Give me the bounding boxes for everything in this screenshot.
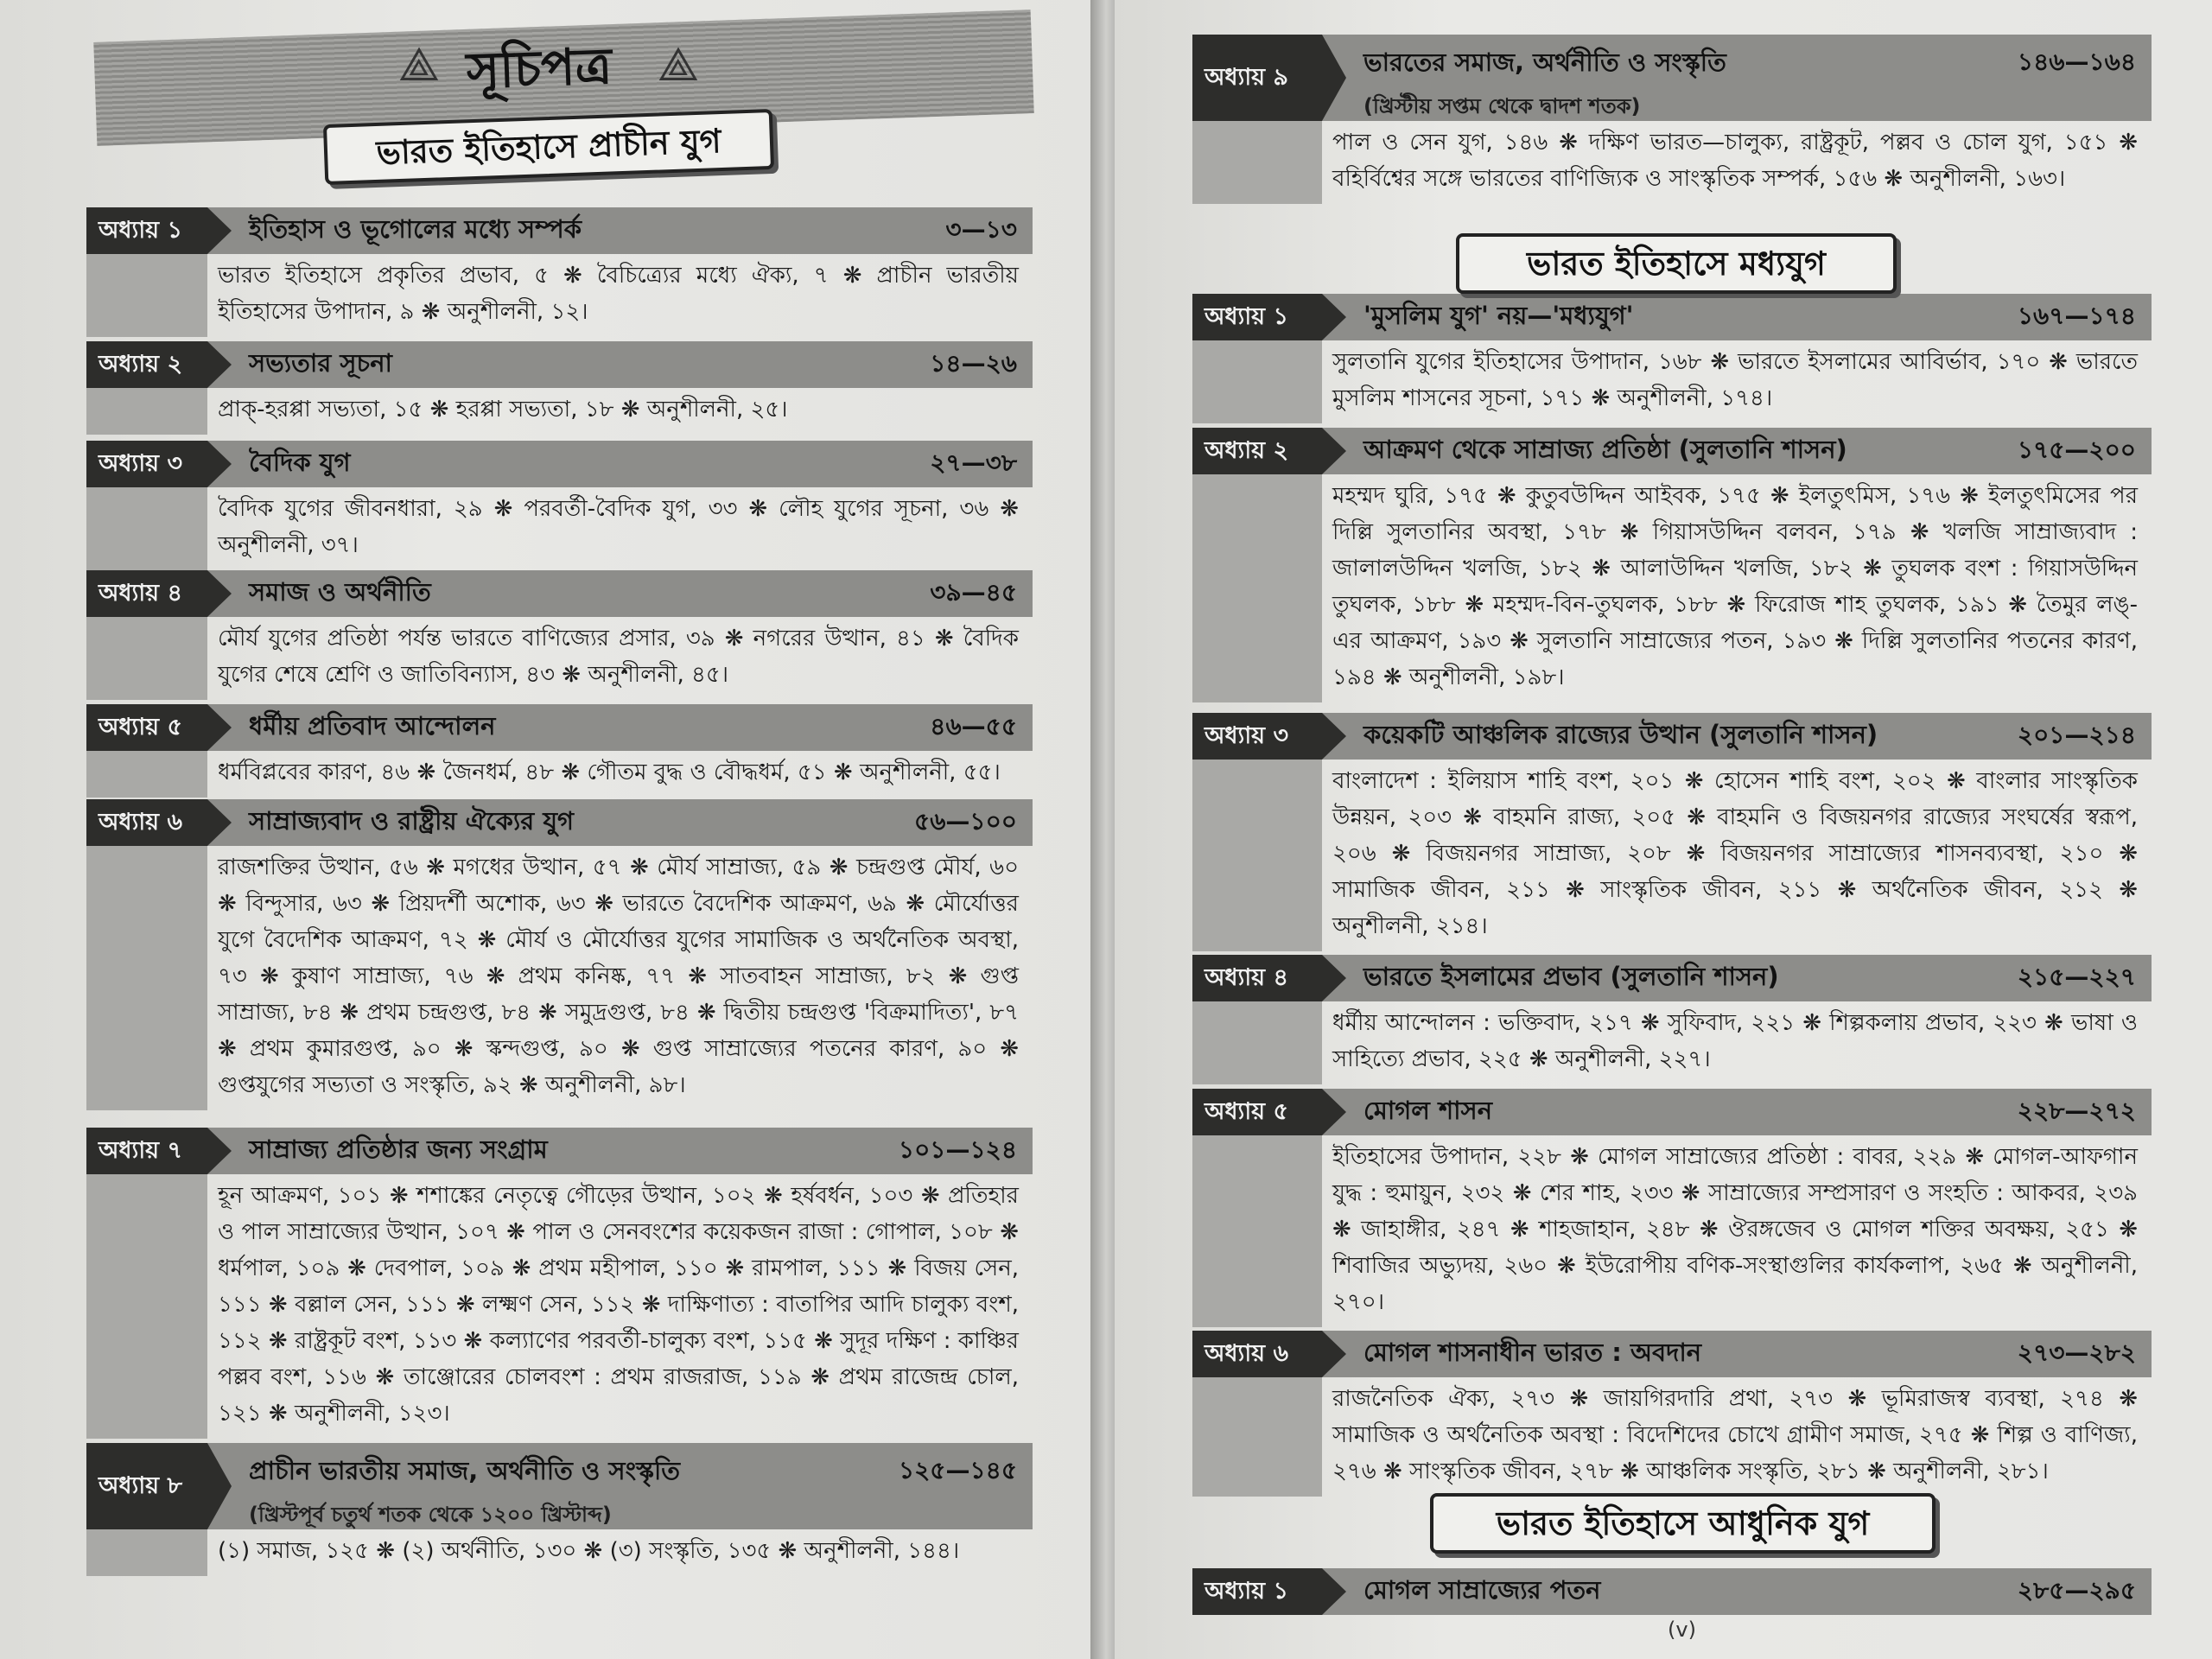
chapter-page-range: ২৭—৩৮ [930,448,1017,477]
chapter-page-range: ৩৯—৪৫ [930,577,1017,607]
chapter-title: কয়েকটি আঞ্চলিক রাজ্যের উত্থান (সুলতানি শাসন) [1363,719,1878,749]
era-heading-modern: ভারত ইতিহাসে আধুনিক যুগ [1430,1493,1936,1554]
chapter-title-bar [207,441,1033,487]
chapter-header [86,441,1033,487]
chapter-page-range: ৩—১৩ [945,214,1017,244]
chapter-number: অধ্যায় ২ [1192,428,1322,474]
chapter-number: অধ্যায় ৩ [86,441,207,487]
chapter-title: প্রাচীন ভারতীয় সমাজ, অর্থনীতি ও সংস্কৃতি [249,1456,681,1485]
chapter-number: অধ্যায় ৮ [86,1443,207,1529]
chapter-entry[interactable] [86,570,1033,700]
chapter-topics: ইতিহাসের উপাদান, ২২৮ ❋ মোগল সাম্রাজ্যের প্রতিষ্ঠা : বাবর, ২২৯ ❋ মোগল-আফগান যুদ্ধ : হুমায়ুন, ২৩২ ❋ শের শাহ, ২৩৩ ❋ সাম্রাজ্যের সম্প্রসারণ ও সংহতি : আকবর, ২৩৯ ❋ জাহাঙ্গীর, ২৪৭ ❋ শাহজাহান, ২৪৮ ❋ ঔরঙ্গজেব ও মোগল শক্তির অবক্ষয়, ২৫১ ❋ শিবাজির অভ্যুদয়, ২৬০ ❋ ইউরোপীয় বণিক-সংস্থাগুলির কার্যকলাপ, ২৬৫ ❋ অনুশীলনী, ২৭০। [1332,1144,2138,1315]
chapter-title-bar [1322,955,2152,1001]
chapter-page-range: ১০১—১২৪ [898,1135,1017,1164]
chapter-title: বৈদিক যুগ [249,447,351,477]
chapter-page-range: ২৭৩—২৮২ [2017,1338,2136,1367]
chapter-side-strip [86,751,207,798]
chapter-page-range: ২৮৫—২৯৫ [2017,1575,2136,1605]
chapter-entry[interactable] [86,1128,1033,1439]
chapter-title-bar [207,1443,1033,1529]
chapter-title: সাম্রাজ্যবাদ ও রাষ্ট্রীয় ঐক্যের যুগ [249,805,575,836]
chapter-entry[interactable] [86,799,1033,1110]
chapter-title: আক্রমণ থেকে সাম্রাজ্য প্রতিষ্ঠা (সুলতানি শাসন) [1363,434,1847,464]
chapter-entry[interactable] [1192,1331,2152,1497]
chapter-title: মোগল শাসনাধীন ভারত : অবদান [1363,1337,1702,1367]
chapter-header [86,570,1033,617]
chapter-side-strip [1192,760,1322,951]
chapter-topics: মৌর্য যুগের প্রতিষ্ঠা পর্যন্ত ভারতে বাণিজ্যের প্রসার, ৩৯ ❋ নগরের উত্থান, ৪১ ❋ বৈদিক যুগের শেষে শ্রেণি ও জাতিবিন্যাস, ৪৩ ❋ অনুশীলনী, ৪৫। [218,626,1019,688]
chapter-title: মোগল সাম্রাজ্যের পতন [1363,1574,1601,1605]
chapter-header [1192,1568,2152,1615]
chapter-title-bar [1322,1568,2152,1615]
chapter-side-strip [86,1174,207,1439]
chapter-title: 'মুসলিম যুগ' নয়—'মধ্যযুগ' [1363,300,1634,330]
chapter-header [86,1128,1033,1174]
chapter-side-strip [1192,1001,1322,1084]
chapter-page-range: ১২৫—১৪৫ [898,1456,1017,1484]
chapter-entry[interactable] [86,704,1033,798]
chapter-side-strip [1192,1377,1322,1497]
chapter-page-range: ৫৬—১০০ [914,806,1017,836]
chapter-number: অধ্যায় ৫ [86,704,207,751]
chapter-page-range: ১৭৫—২০০ [2017,435,2136,464]
chapter-title-bar [207,1128,1033,1174]
chapter-title-bar [207,799,1033,846]
era-heading-ancient: ভারত ইতিহাসে প্রাচীন যুগ [323,109,774,185]
chapter-page-range: ২২৮—২৭২ [2017,1096,2136,1125]
chapter-entry[interactable] [86,441,1033,570]
chapter-title-bar [207,341,1033,388]
chapter-side-strip [86,846,207,1110]
chapter-title: সমাজ ও অর্থনীতি [249,576,431,607]
chapter-header [1192,428,2152,474]
chapter-number: অধ্যায় ১ [86,207,207,254]
chapter-topics: মহম্মদ ঘুরি, ১৭৫ ❋ কুতুবউদ্দিন আইবক, ১৭৫ ❋ ইলতুৎমিস, ১৭৬ ❋ ইলতুৎমিসের পর দিল্লি সুলতানির অবস্থা, ১৭৮ ❋ গিয়াসউদ্দিন বলবন, ১৭৯ ❋ খলজি সাম্রাজ্যবাদ : জালালউদ্দিন খলজি, ১৮২ ❋ আলাউদ্দিন খলজি, ১৮২ ❋ তুঘলক বংশ : গিয়াসউদ্দিন তুঘলক, ১৮৮ ❋ মহম্মদ-বিন-তুঘলক, ১৮৮ ❋ ফিরোজ শাহ তুঘলক, ১৯১ ❋ তৈমুর লঙ্-এর আক্রমণ, ১৯৩ ❋ সুলতানি সাম্রাজ্যের পতন, ১৯৩ ❋ দিল্লি সুলতানির পতনের কারণ, ১৯৪ ❋ অনুশীলনী, ১৯৮। [1332,483,2138,690]
chapter-topics: ধর্মবিপ্লবের কারণ, ৪৬ ❋ জৈনধর্ম, ৪৮ ❋ গৌতম বুদ্ধ ও বৌদ্ধধর্ম, ৫১ ❋ অনুশীলনী, ৫৫। [218,760,1001,785]
chapter-entry[interactable] [86,1443,1033,1576]
chapter-entry[interactable] [1192,1568,2152,1615]
chapter-subtitle: (খ্রিস্টীয় সপ্তম থেকে দ্বাদশ শতক) [1363,94,1641,118]
chapter-page-range: ৪৬—৫৫ [930,711,1017,741]
chapter-number: অধ্যায় ৩ [1192,713,1322,760]
chapter-page-range: ২০১—২১৪ [2017,720,2136,749]
chapter-side-strip [86,487,207,570]
left-page [0,0,1097,1659]
chapter-header [1192,1331,2152,1377]
chapter-title-bar [207,207,1033,254]
chapter-number: অধ্যায় ৬ [86,799,207,846]
chapter-number: অধ্যায় ৬ [1192,1331,1322,1377]
chapter-number: অধ্যায় ৪ [1192,955,1322,1001]
chapter-header [86,799,1033,846]
right-page [1115,0,2212,1659]
chapter-title-bar [1322,713,2152,760]
chapter-number: অধ্যায় ২ [86,341,207,388]
chapter-title-bar [207,570,1033,617]
chapter-side-strip [1192,474,1322,702]
chapter-title: সাম্রাজ্য প্রতিষ্ঠার জন্য সংগ্রাম [249,1134,548,1164]
chapter-header [1192,35,2152,121]
chapter-entry[interactable] [1192,1089,2152,1327]
chapter-side-strip [1192,340,1322,423]
chapter-entry[interactable] [1192,294,2152,423]
chapter-side-strip [86,617,207,700]
chapter-page-range: ১৪৬—১৬৪ [2017,48,2136,76]
chapter-header [86,704,1033,751]
chapter-title-bar [1322,35,2152,121]
chapter-title-bar [1322,428,2152,474]
chapter-page-range: ২১৫—২২৭ [2017,962,2136,991]
chapter-topics: রাজনৈতিক ঐক্য, ২৭৩ ❋ জায়গিরদারি প্রথা, ২৭৩ ❋ ভূমিরাজস্ব ব্যবস্থা, ২৭৪ ❋ সামাজিক ও অর্থনৈতিক অবস্থা : বিদেশিদের চোখে গ্রামীণ সমাজ, ২৭৫ ❋ শিল্প ও বাণিজ্য, ২৭৬ ❋ সাংস্কৃতিক জীবন, ২৭৮ ❋ আঞ্চলিক সংস্কৃতি, ২৮১ ❋ অনুশীলনী, ২৮১। [1332,1386,2138,1484]
chapter-side-strip [1192,121,1322,204]
chapter-subtitle: (খ্রিস্টপূর্ব চতুর্থ শতক থেকে ১২০০ খ্রিস্টাব্দ) [249,1503,612,1527]
chapter-entry[interactable] [1192,955,2152,1084]
chapter-topics: প্রাক্-হরপ্পা সভ্যতা, ১৫ ❋ হরপ্পা সভ্যতা, ১৮ ❋ অনুশীলনী, ২৫। [218,397,788,423]
chapter-entry[interactable] [1192,35,2152,204]
chapter-header [1192,1089,2152,1135]
chapter-entry[interactable] [1192,713,2152,951]
chapter-entry[interactable] [86,207,1033,337]
chapter-title-bar [207,704,1033,751]
chapter-topics: সুলতানি যুগের ইতিহাসের উপাদান, ১৬৮ ❋ ভারতে ইসলামের আবির্ভাব, ১৭০ ❋ ভারতে মুসলিম শাসনের সূচনা, ১৭১ ❋ অনুশীলনী, ১৭৪। [1332,349,2138,411]
chapter-page-range: ১৬৭—১৭৪ [2017,301,2136,330]
chapter-title: ভারতে ইসলামের প্রভাব (সুলতানি শাসন) [1363,961,1779,991]
chapter-topics: পাল ও সেন যুগ, ১৪৬ ❋ দক্ষিণ ভারত—চালুক্য, রাষ্ট্রকূট, পল্লব ও চোল যুগ, ১৫১ ❋ বহির্বিশ্বের সঙ্গে ভারতের বাণিজ্যিক ও সাংস্কৃতিক সম্পর্ক, ১৫৬ ❋ অনুশীলনী, ১৬৩। [1332,130,2138,192]
chapter-header [1192,955,2152,1001]
chapter-number: অধ্যায় ১ [1192,294,1322,340]
chapter-title-bar [1322,294,2152,340]
contents-title: সূচিপত্র [465,36,613,100]
chapter-title: ধর্মীয় প্রতিবাদ আন্দোলন [249,710,496,741]
chapter-number: অধ্যায় ৯ [1192,35,1322,121]
chapter-side-strip [86,254,207,337]
chapter-page-range: ১৪—২৬ [930,348,1017,378]
chapter-number: অধ্যায় ৪ [86,570,207,617]
chapter-topics: (১) সমাজ, ১২৫ ❋ (২) অর্থনীতি, ১৩০ ❋ (৩) সংস্কৃতি, ১৩৫ ❋ অনুশীলনী, ১৪৪। [218,1538,960,1564]
chapter-title-bar [1322,1331,2152,1377]
triangle-ornament-icon: ⟁ [657,37,700,92]
chapter-entry[interactable] [1192,428,2152,702]
chapter-topics: ধর্মীয় আন্দোলন : ভক্তিবাদ, ২১৭ ❋ সুফিবাদ, ২২১ ❋ শিল্পকলায় প্রভাব, ২২৩ ❋ ভাষা ও সাহিত্যে প্রভাব, ২২৫ ❋ অনুশীলনী, ২২৭। [1332,1010,2138,1072]
chapter-title-bar [1322,1089,2152,1135]
era-heading-medieval: ভারত ইতিহাসে মধ্যযুগ [1456,233,1897,294]
chapter-topics: ভারত ইতিহাসে প্রকৃতির প্রভাব, ৫ ❋ বৈচিত্র্যের মধ্যে ঐক্য, ৭ ❋ প্রাচীন ভারতীয় ইতিহাসের উপাদান, ৯ ❋ অনুশীলনী, ১২। [218,263,1019,325]
chapter-entry[interactable] [86,341,1033,435]
chapter-side-strip [86,388,207,435]
chapter-topics: হূন আক্রমণ, ১০১ ❋ শশাঙ্কের নেতৃত্বে গৌড়ের উত্থান, ১০২ ❋ হর্ষবর্ধন, ১০৩ ❋ প্রতিহার ও পাল সাম্রাজ্যের উত্থান, ১০৭ ❋ পাল ও সেনবংশের কয়েকজন রাজা : গোপাল, ১০৮ ❋ ধর্মপাল, ১০৯ ❋ দেবপাল, ১০৯ ❋ প্রথম মহীপাল, ১১০ ❋ রামপাল, ১১১ ❋ বিজয় সেন, ১১১ ❋ বল্লাল সেন, ১১১ ❋ লক্ষ্মণ সেন, ১১২ ❋ দাক্ষিণাত্য : বাতাপির আদি চালুক্য বংশ, ১১২ ❋ রাষ্ট্রকূট বংশ, ১১৩ ❋ কল্যাণের পরবর্তী-চালুক্য বংশ, ১১৫ ❋ সুদূর দক্ষিণ : কাঞ্চির পল্লব বংশ, ১১৬ ❋ তাঞ্জোরের চোলবংশ : প্রথম রাজরাজ, ১১৯ ❋ প্রথম রাজেন্দ্র চোল, ১২১ ❋ অনুশীলনী, ১২৩। [218,1183,1019,1427]
chapter-title: ভারতের সমাজ, অর্থনীতি ও সংস্কৃতি [1363,48,1726,77]
chapter-side-strip [1192,1135,1322,1327]
page-number: (v) [1668,1618,1696,1642]
chapter-header [86,341,1033,388]
chapter-side-strip [86,1529,207,1576]
chapter-header [1192,713,2152,760]
chapter-title: সভ্যতার সূচনা [249,347,392,378]
chapter-header [1192,294,2152,340]
chapter-topics: রাজশক্তির উত্থান, ৫৬ ❋ মগধের উত্থান, ৫৭ ❋ মৌর্য সাম্রাজ্য, ৫৯ ❋ চন্দ্রগুপ্ত মৌর্য, ৬০ ❋ বিন্দুসার, ৬৩ ❋ প্রিয়দর্শী অশোক, ৬৩ ❋ ভারতে বৈদেশিক আক্রমণ, ৬৯ ❋ মৌর্যোত্তর যুগে বৈদেশিক আক্রমণ, ৭২ ❋ মৌর্য ও মৌর্যোত্তর যুগের সামাজিক ও অর্থনৈতিক অবস্থা, ৭৩ ❋ কুষাণ সাম্রাজ্য, ৭৬ ❋ প্রথম কনিষ্ক, ৭৭ ❋ সাতবাহন সাম্রাজ্য, ৮২ ❋ গুপ্ত সাম্রাজ্য, ৮৪ ❋ প্রথম চন্দ্রগুপ্ত, ৮৪ ❋ সমুদ্রগুপ্ত, ৮৪ ❋ দ্বিতীয় চন্দ্রগুপ্ত 'বিক্রমাদিত্য', ৮৭ ❋ প্রথম কুমারগুপ্ত, ৯০ ❋ স্কন্দগুপ্ত, ৯০ ❋ গুপ্ত সাম্রাজ্যের পতনের কারণ, ৯০ ❋ গুপ্তযুগের সভ্যতা ও সংস্কৃতি, ৯২ ❋ অনুশীলনী, ৯৮। [218,855,1019,1098]
chapter-number: অধ্যায় ৭ [86,1128,207,1174]
chapter-topics: বাংলাদেশ : ইলিয়াস শাহি বংশ, ২০১ ❋ হোসেন শাহি বংশ, ২০২ ❋ বাংলার সাংস্কৃতিক উন্নয়ন, ২০৩ ❋ বাহমনি রাজ্য, ২০৫ ❋ বাহমনি ও বিজয়নগর রাজ্যের সংঘর্ষের স্বরূপ, ২০৬ ❋ বিজয়নগর সাম্রাজ্য, ২০৮ ❋ বিজয়নগর সাম্রাজ্যের শাসনব্যবস্থা, ২১০ ❋ সামাজিক জীবন, ২১১ ❋ সাংস্কৃতিক জীবন, ২১১ ❋ অর্থনৈতিক জীবন, ২১২ ❋ অনুশীলনী, ২১৪। [1332,768,2138,939]
chapter-header [86,207,1033,254]
chapter-topics: বৈদিক যুগের জীবনধারা, ২৯ ❋ পরবর্তী-বৈদিক যুগ, ৩৩ ❋ লৌহ যুগের সূচনা, ৩৬ ❋ অনুশীলনী, ৩৭। [218,496,1019,558]
chapter-number: অধ্যায় ৫ [1192,1089,1322,1135]
triangle-ornament-icon: ⟁ [397,37,441,92]
chapter-title: ইতিহাস ও ভূগোলের মধ্যে সম্পর্ক [249,213,582,244]
chapter-header [86,1443,1033,1529]
chapter-title: মোগল শাসন [1363,1095,1493,1125]
chapter-number: অধ্যায় ১ [1192,1568,1322,1615]
